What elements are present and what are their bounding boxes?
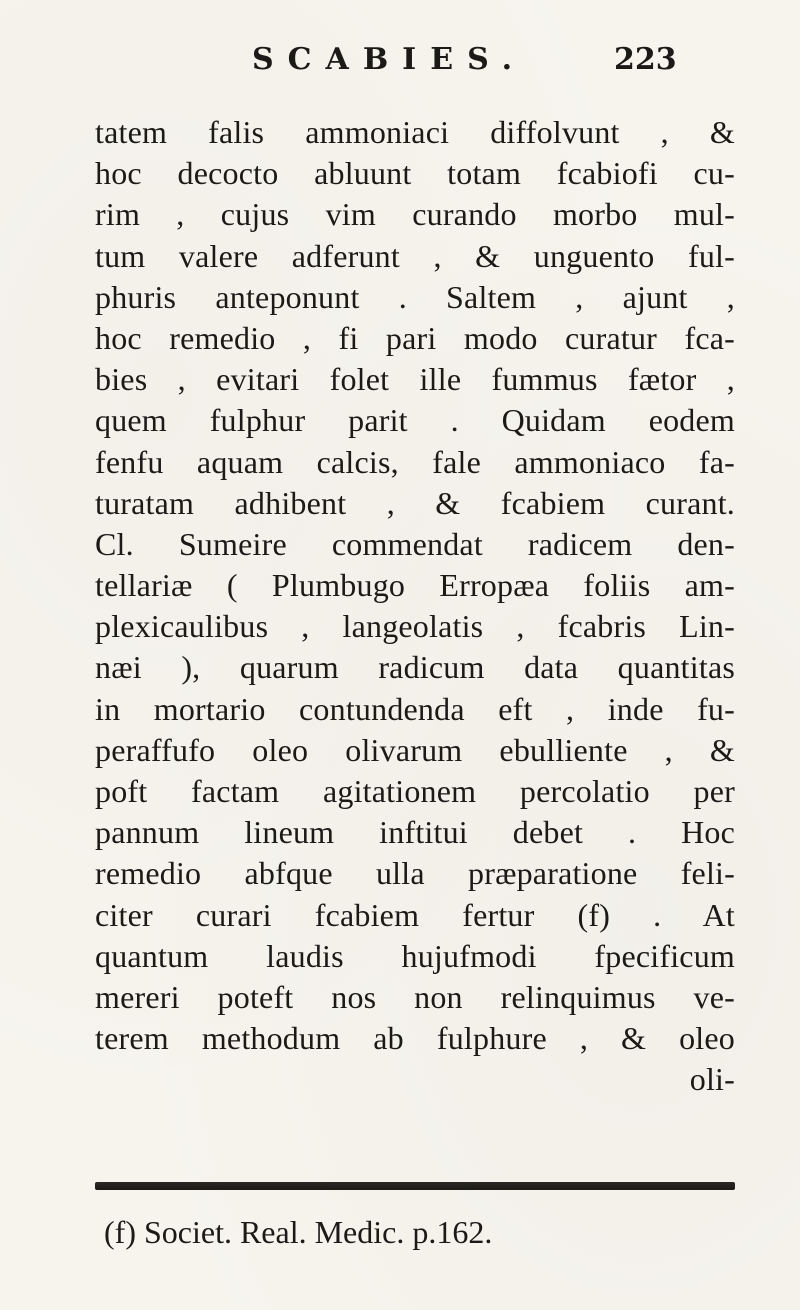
text-line: peraffufo oleo olivarum ebulliente , & [95, 731, 735, 768]
text-line: fenfu aquam calcis, fale ammoniaco fa- [95, 443, 735, 480]
text-line: pannum lineum inftitui debet . Hoc [95, 814, 735, 851]
running-head [0, 38, 800, 78]
text-line: tum valere adferunt , & unguento ful- [95, 237, 735, 274]
text-line: turatam adhibent , & fcabiem curant. [95, 484, 735, 521]
text-line: plexicaulibus , langeolatis , fcabris Lin- [95, 608, 735, 645]
text-line: remedio abfque ulla præparatione feli- [95, 855, 735, 892]
text-line: phuris anteponunt . Saltem , ajunt , [95, 278, 735, 315]
footnote-rule [95, 1182, 735, 1190]
text-line: terem methodum ab fulphure , & oleo [95, 1020, 735, 1057]
footnote: (f) Societ. Real. Medic. p.162. [104, 1214, 493, 1250]
text-line: hoc remedio , fi pari modo curatur fca- [95, 319, 735, 356]
running-title: SCABIES. [252, 42, 527, 77]
text-line: tellariæ ( Plumbugo Erropæa foliis am- [95, 567, 735, 604]
text-line: næi ), quarum radicum data quantitas [95, 649, 735, 686]
page-number: 223 [614, 42, 677, 77]
text-line: bies , evitari folet ille fummus fætor , [95, 361, 735, 398]
text-line: mereri poteft nos non relinquimus ve- [95, 978, 735, 1015]
text-line: Cl. Sumeire commendat radicem den- [95, 525, 735, 562]
text-line: poft factam agitationem percolatio per [95, 773, 735, 809]
text-line: hoc decocto abluunt totam fcabiofi cu- [95, 155, 735, 192]
text-line: tatem falis ammoniaci diffolvunt , & [95, 114, 735, 150]
catchword: oli- [689, 1061, 735, 1098]
text-line: quem fulphur parit . Quidam eodem [95, 402, 735, 439]
text-line: in mortario contundenda eft , inde fu- [95, 690, 735, 727]
text-line: quantum laudis hujufmodi fpecificum [95, 937, 735, 974]
text-line: citer curari fcabiem fertur (f) . At [95, 896, 735, 933]
body-text [95, 112, 735, 1101]
text-line: rim , cujus vim curando morbo mul- [95, 196, 735, 233]
